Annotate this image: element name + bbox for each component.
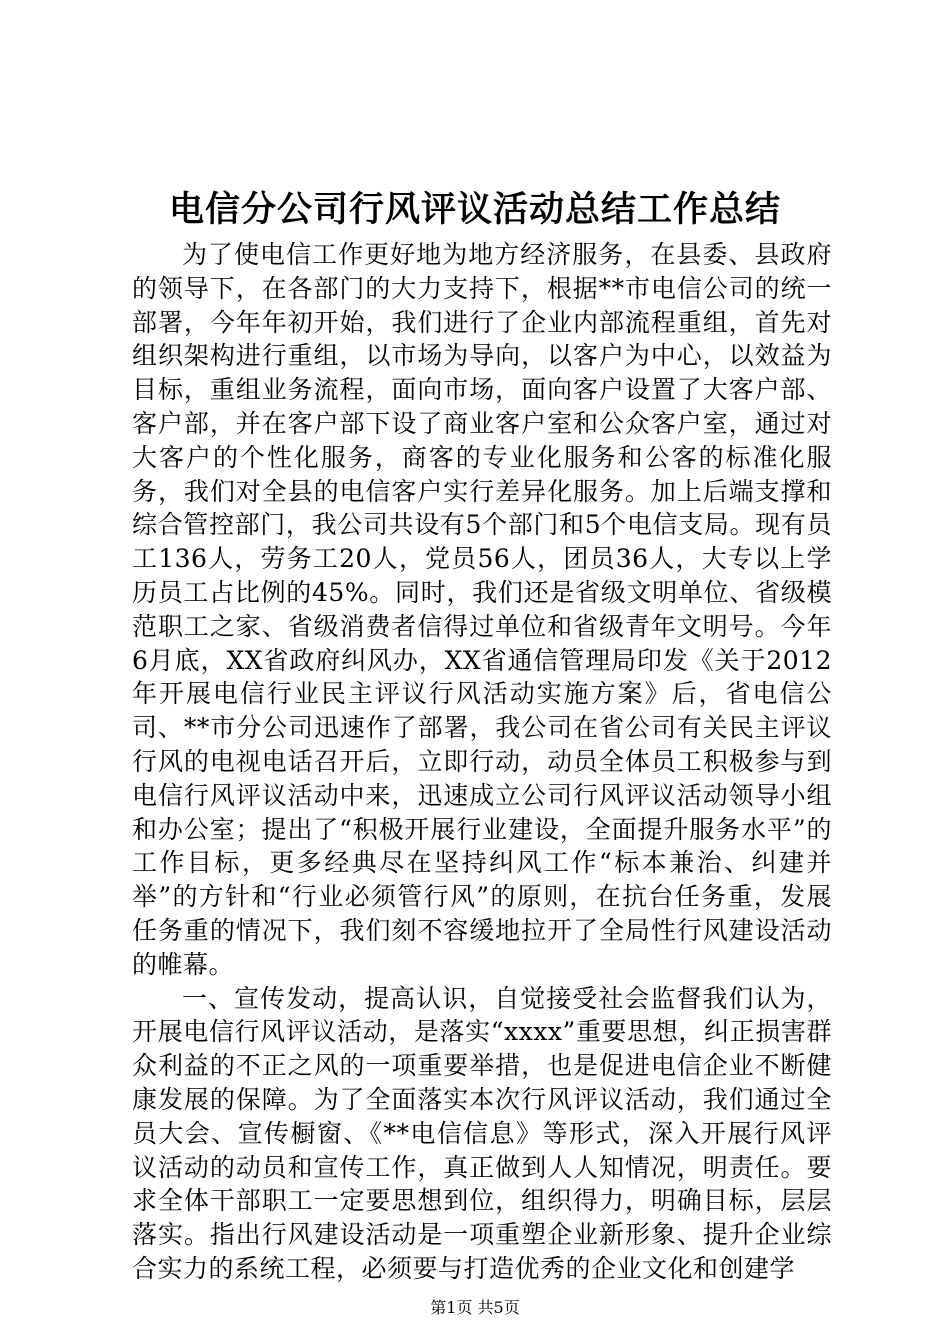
body-paragraph-section-1: 一、宣传发动，提高认识，自觉接受社会监督我们认为，开展电信行风评议活动，是落实“xxxx”重要思想，纠正损害群众利益的不正之风的一项重要举措，也是促进电信企业不断健康发展的保障。为了全面落实本次行风评议活动，我们通过全员大会、宣传橱窗、《**电信信息》等形式，深入开展行风评议活动的动员和宣传工作，真正做到人人知情况，明责任。要求全体干部职工一定要思想到位，组织得力，明确目标，层层落实。指出行风建设活动是一项重塑企业新形象、提升企业综合实力的系统工程，必须要与打造优秀的企业文化和创建学 [132,983,832,1283]
document-title: 电信分公司行风评议活动总结工作总结 [168,189,781,230]
document-body [132,238,832,1286]
page-number-footer: 第1页 共5页 [430,1298,520,1317]
body-paragraph-intro: 为了使电信工作更好地为地方经济服务，在县委、县政府的领导下，在各部门的大力支持下，根据**市电信公司的统一部署，今年年初开始，我们进行了企业内部流程重组，首先对组织架构进行重组，以市场为导向，以客户为中心，以效益为目标，重组业务流程，面向市场，面向客户设置了大客户部、客户部，并在客户部下设了商业客户室和公众客户室，通过对大客户的个性化服务，商客的专业化服务和公客的标准化服务，我们对全县的电信客户实行差异化服务。加上后端支撑和综合管控部门，我公司共设有5个部门和5个电信支局。现有员工136人，劳务工20人，党员56人，团员36人，大专以上学历员工占比例的45%。同时，我们还是省级文明单位、省级模范职工之家、省级消费者信得过单位和省级青年文明号。今年6月底，XX省政府纠风办，XX省通信管理局印发《关于2012年开展电信行业民主评议行风活动实施方案》后，省电信公司、**市分公司迅速作了部署，我公司在省公司有关民主评议行风的电视电话召开后，立即行动，动员全体员工积极参与到电信行风评议活动中来，迅速成立公司行风评议活动领导小组和办公室；提出了“积极开展行业建设，全面提升服务水平”的工作目标，更多经典尽在坚持纠风工作“标本兼治、纠建并举”的方针和“行业必须管行风”的原则，在抗台任务重，发展任务重的情况下，我们刻不容缓地拉开了全局性行风建设活动的帷幕。 [132,240,832,979]
